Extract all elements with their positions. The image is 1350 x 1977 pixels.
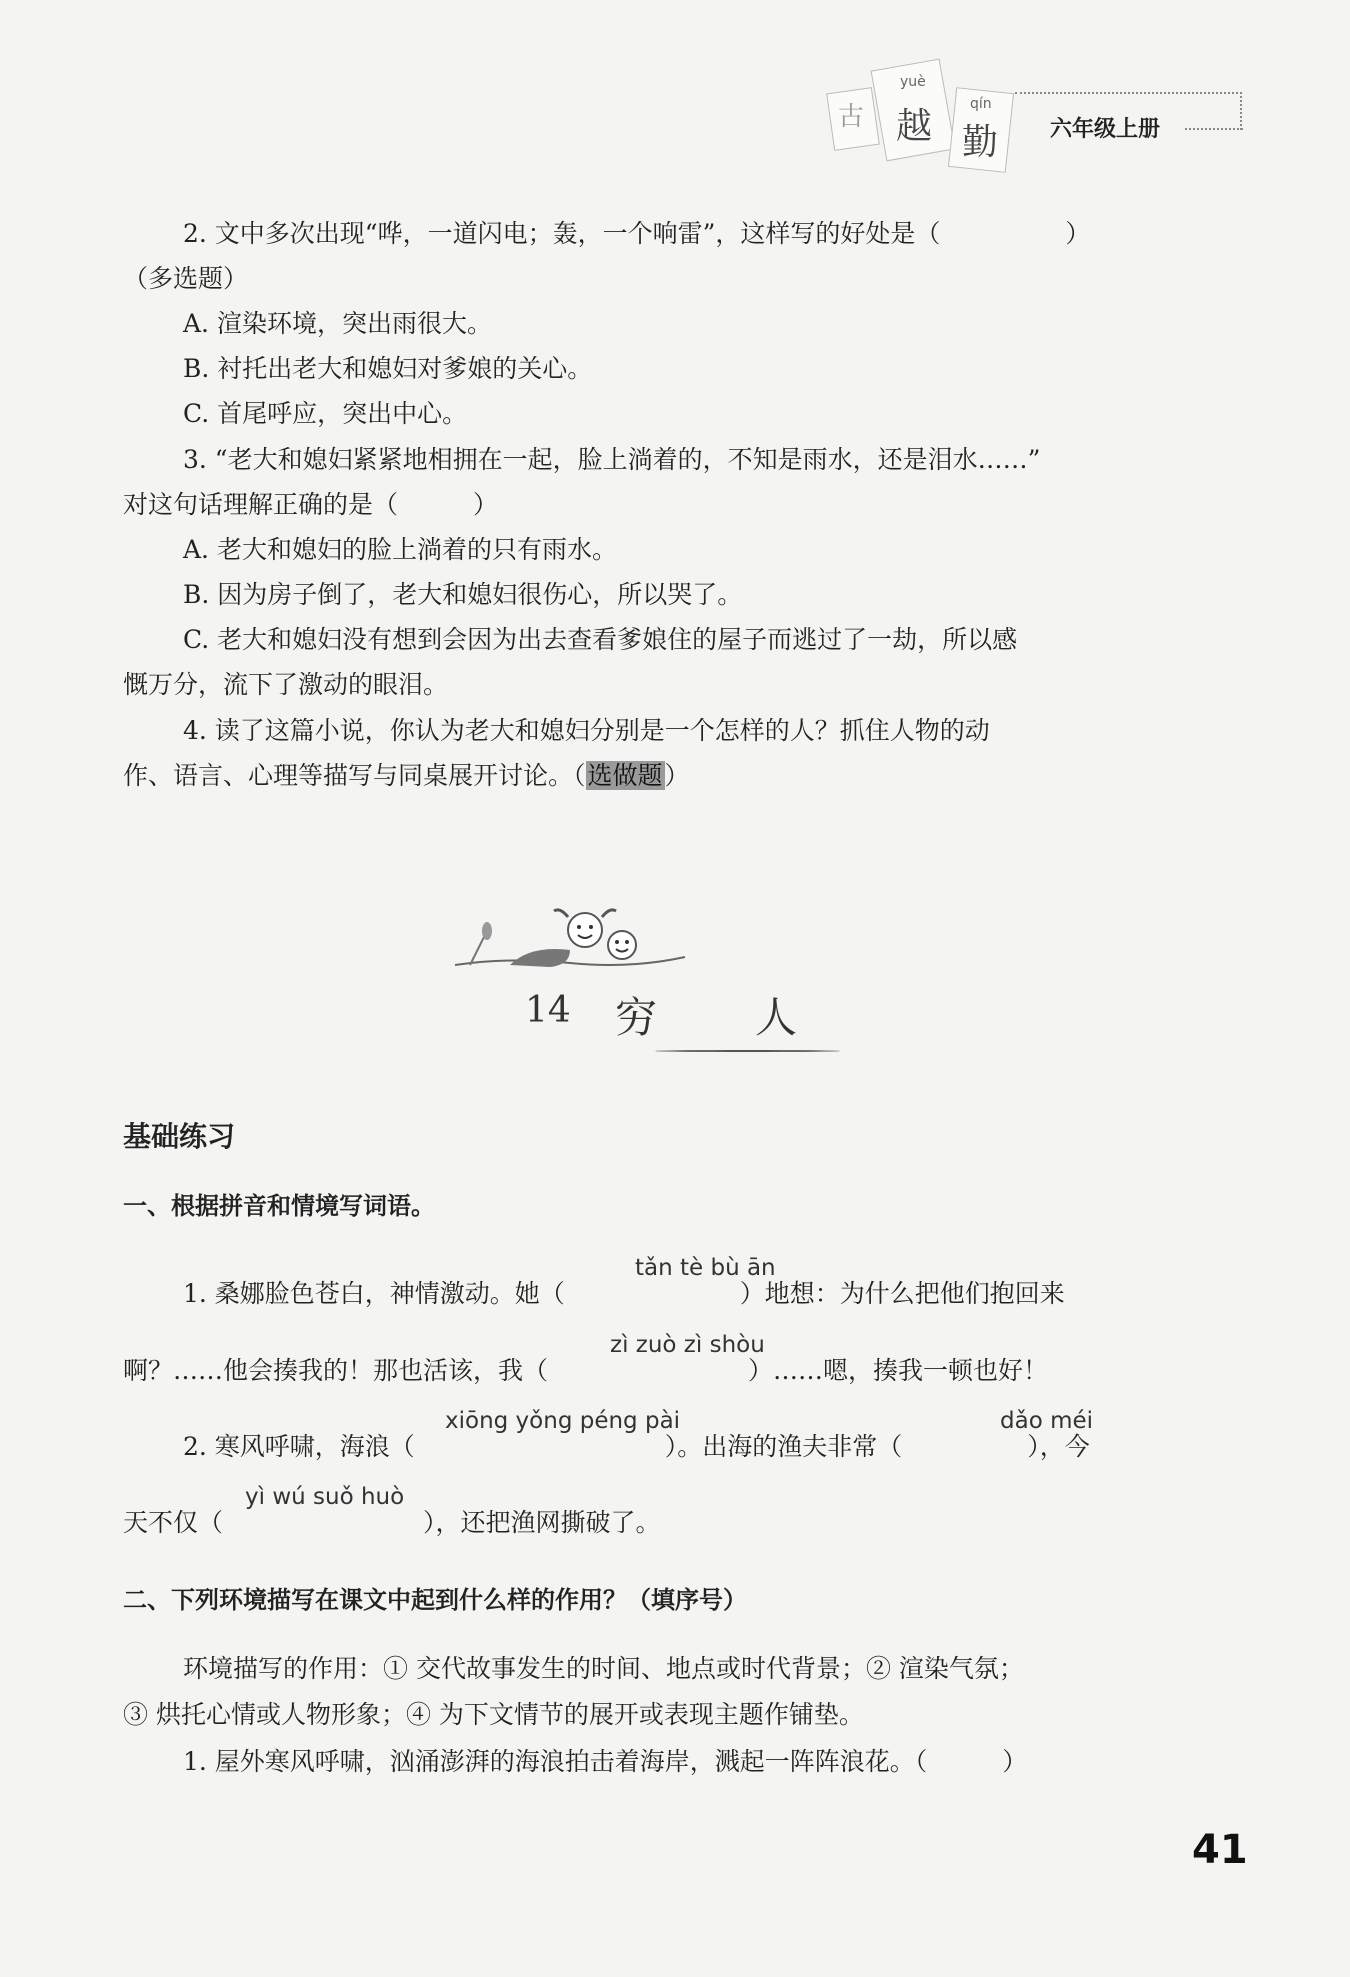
question-2-type: （多选题） [123,264,249,293]
logo-char: 古 [838,102,865,132]
question-3-text: 3. “老大和媳妇紧紧地相拥在一起，脸上淌着的，不知是雨水，还是泪水……” [183,445,1041,474]
pinyin-hint: xiōng yǒng péng pài [445,1408,681,1434]
question-4-text-part: 作、语言、心理等描写与同桌展开讨论。（ [123,761,586,790]
optional-tag: 选做题 [587,761,663,790]
part-2-intro-continued: ③ 烘托心情或人物形象；④ 为下文情节的展开或表现主题作铺垫。 [123,1700,864,1729]
option-a: A. 渲染环境，突出雨很大。 [183,309,492,338]
title-underline [655,1050,840,1052]
part-2-intro: 环境描写的作用：① 交代故事发生的时间、地点或时代背景；② 渲染气氛； [183,1654,1024,1683]
part-1-heading: 一、根据拼音和情境写词语。 [123,1192,435,1220]
page-number: 41 [1192,1827,1248,1873]
option-a: A. 老大和媳妇的脸上淌着的只有雨水。 [183,535,617,564]
exercise-1-continued: 啊？……他会揍我的！那也活该，我（ ）……嗯，揍我一顿也好！ [123,1356,1049,1385]
pinyin-hint: yì wú suǒ huò [245,1484,405,1510]
pinyin-hint: tǎn tè bù ān [635,1255,776,1281]
option-b: B. 衬托出老大和媳妇对爹娘的关心。 [183,354,593,383]
logo-char: 勤 [962,122,999,163]
logo-pinyin: yuè [900,74,926,90]
brand-logo [830,60,1010,180]
pinyin-hint: zì zuò zì shòu [610,1332,765,1358]
question-4-continued [123,759,690,793]
question-4-close: ） [664,761,690,790]
lesson-title-char: 穷 [615,993,658,1042]
exercise-2-text: 2. 寒风呼啸，海浪（ ）。出海的渔夫非常（ ），今 [183,1432,1090,1461]
option-c: C. 老大和媳妇没有想到会因为出去查看爹娘住的屋子而逃过了一劫，所以感 [183,625,1018,654]
section-heading: 基础练习 [123,1120,236,1153]
grade-label: 六年级上册 [1050,117,1161,142]
exercise-2-continued: 天不仅（ ），还把渔网撕破了。 [123,1508,661,1537]
option-b: B. 因为房子倒了，老大和媳妇很伤心，所以哭了。 [183,580,743,609]
question-2-text: 2. 文中多次出现“哗，一道闪电；轰，一个响雷”，这样写的好处是（ ） [183,219,1091,248]
part-2-item-1: 1. 屋外寒风呼啸，汹涌澎湃的海浪拍击着海岸，溅起一阵阵浪花。（ ） [183,1747,1028,1776]
option-c: C. 首尾呼应，突出中心。 [183,399,468,428]
part-2-heading: 二、下列环境描写在课文中起到什么样的作用？（填序号） [123,1586,747,1614]
logo-pinyin: qín [970,96,992,112]
question-4-text: 4. 读了这篇小说，你认为老大和媳妇分别是一个怎样的人？抓住人物的动 [183,716,990,745]
exercise-1-text: 1. 桑娜脸色苍白，神情激动。她（ ）地想：为什么把他们抱回来 [183,1279,1065,1308]
logo-char: 越 [896,106,933,147]
header-dotted-rule [1185,128,1243,130]
option-c-continued: 慨万分，流下了激动的眼泪。 [123,670,449,699]
pinyin-hint: dǎo méi [1000,1408,1094,1434]
question-3-prompt: 对这句话理解正确的是（ ） [123,490,499,519]
lesson-number: 14 [525,990,571,1031]
lesson-title-char: 人 [755,993,798,1042]
